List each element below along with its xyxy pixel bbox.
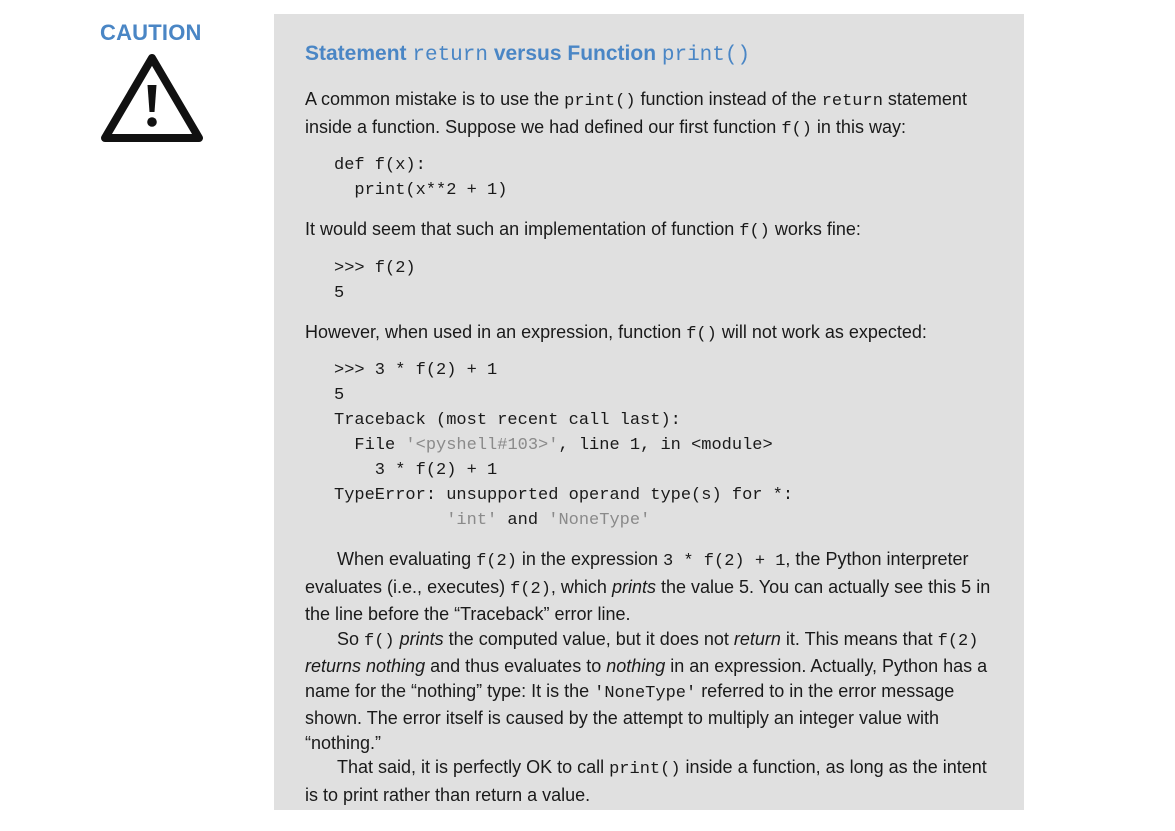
paragraph-evaluating: When evaluating f(2) in the expression 3 * f(2) + 1, the Python interpreter evaluates (i.e., executes) f(2), which prints the value 5. You can actually see this 5 in the line before the “Traceback” error line. (305, 549, 991, 624)
code-block-call: >>> f(2) 5 (334, 258, 416, 303)
caution-label: CAUTION (100, 20, 202, 45)
paragraph-that-said: That said, it is perfectly OK to call print() inside a function, as long as the intent is to print rather than return a value. (305, 757, 987, 805)
paragraph-nonetype: So f() prints the computed value, but it does not return it. This means that f(2) returns nothing and thus evaluates to nothing in an expression. Actually, Python has a name for the “nothing” type: It is the 'NoneType' referred to in the error message shown. The error itself is caused by the attempt to multiply an integer value with “nothing.” (305, 628, 988, 753)
warning-triangle-icon (100, 52, 204, 144)
code-block-definition: def f(x): print(x**2 + 1) (334, 156, 508, 200)
caution-box (274, 14, 1024, 810)
box-heading: Statement return versus Function print() (305, 42, 751, 67)
code-block-traceback: >>> 3 * f(2) + 1 5 Traceback (most recent call last): File '<pyshell#103>', line 1, in <module> 3 * f(2) + 1 TypeError: unsupported operand type(s) for *: 'int' and 'NoneType' (334, 361, 794, 530)
paragraph-however: However, when used in an expression, function f() will not work as expected: (305, 321, 927, 344)
paragraph-intro: A common mistake is to use the print() function instead of the return statement inside a function. Suppose we had defined our first function f() in this way: (305, 89, 967, 139)
paragraph-works-fine: It would seem that such an implementation of function f() works fine: (305, 219, 861, 241)
